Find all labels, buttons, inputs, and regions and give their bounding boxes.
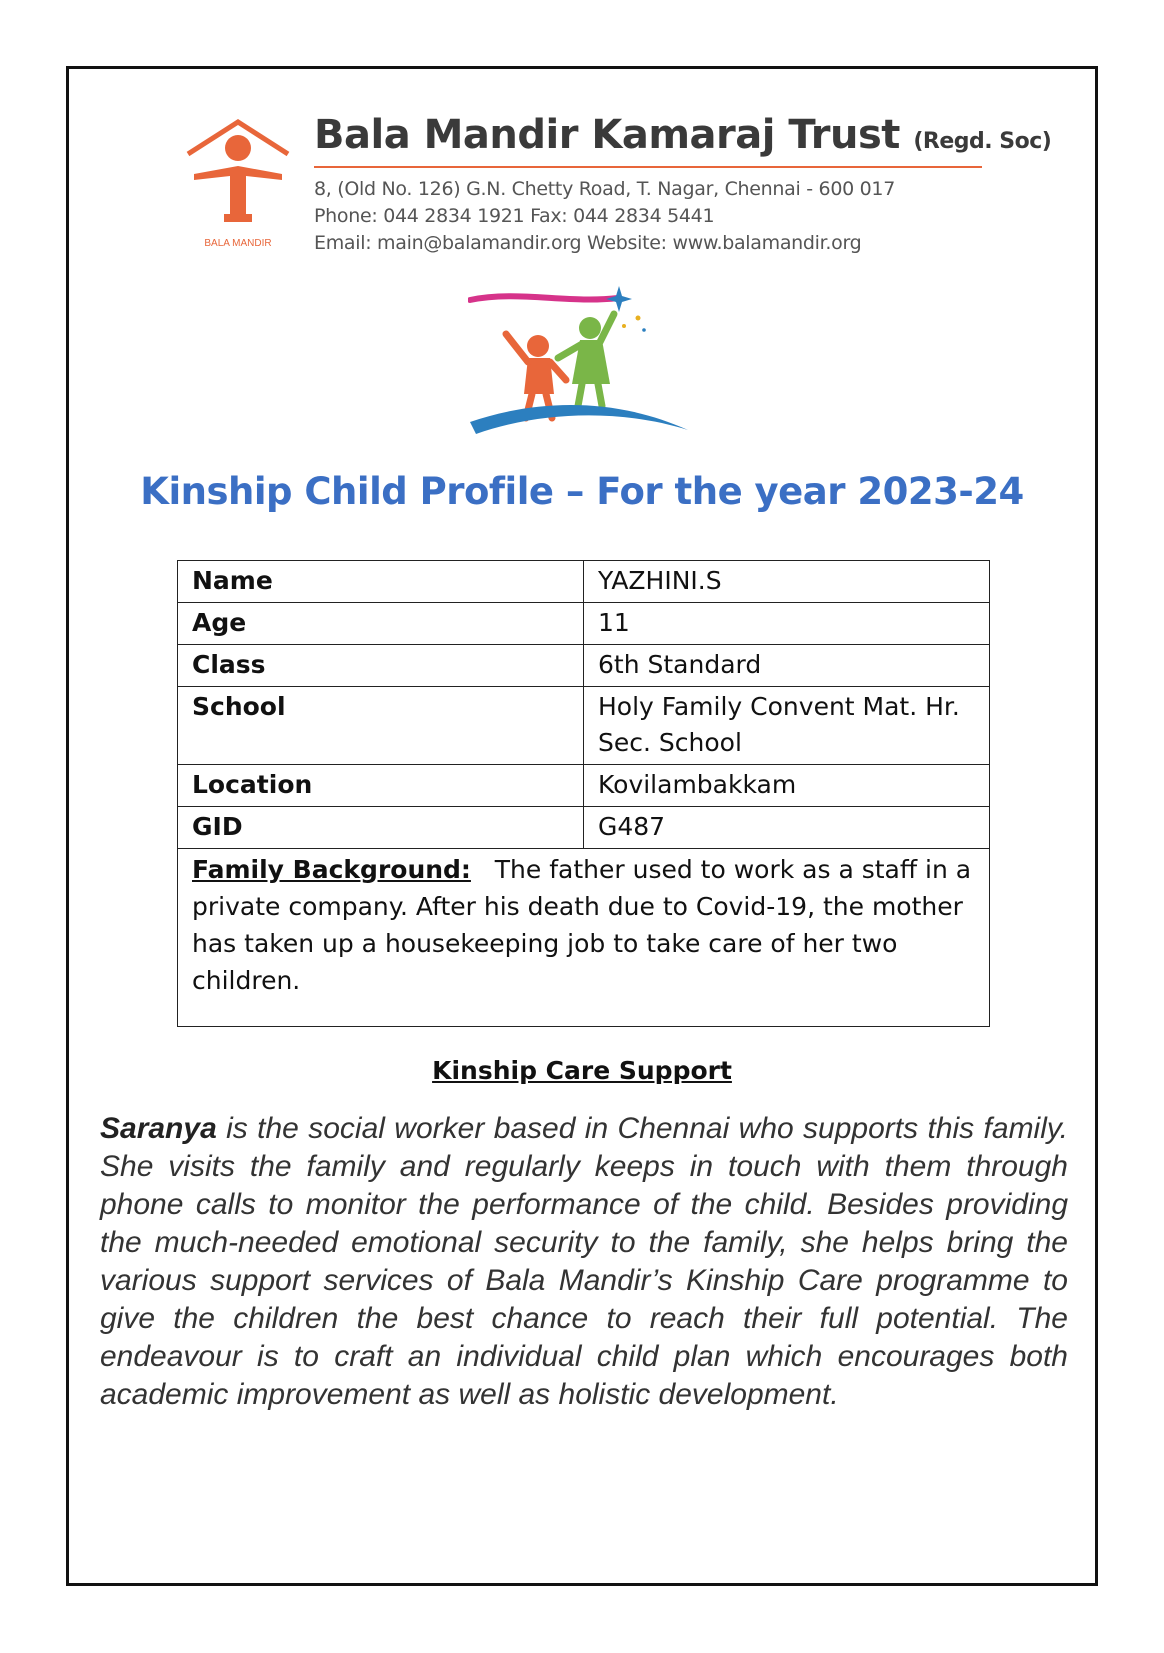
profile-table	[177, 560, 990, 1027]
family-background-text: The father used to work as a staff in a private company. After his death due to Covid-19, the mother has taken up a housekeeping job to take care of her two children.	[192, 855, 972, 995]
age-value: 11	[584, 603, 990, 645]
location-value: Kovilambakkam	[584, 765, 990, 807]
name-label: Name	[178, 561, 584, 603]
age-label: Age	[178, 603, 584, 645]
location-label: Location	[178, 765, 584, 807]
table-row	[178, 849, 990, 1027]
org-name-text: Bala Mandir Kamaraj Trust	[314, 112, 900, 158]
class-label: Class	[178, 645, 584, 687]
name-value: YAZHINI.S	[584, 561, 990, 603]
family-background-label: Family Background:	[192, 855, 471, 884]
school-value: Holy Family Convent Mat. Hr. Sec. School	[584, 687, 990, 765]
table-row	[178, 603, 990, 645]
org-address: 8, (Old No. 126) G.N. Chetty Road, T. Nagar, Chennai - 600 017	[314, 178, 895, 200]
table-row	[178, 687, 990, 765]
class-value: 6th Standard	[584, 645, 990, 687]
support-body: is the social worker based in Chennai who supports this family. She visits the family and regularly keeps in touch with them through phone calls to monitor the performance of the child. Besides providing the much-needed emotional security to the family, she helps bring the various support services of Bala Mandir’s Kinship Care programme to give the children the best chance to reach their full potential. The endeavour is to craft an individual child plan which encourages both academic improvement as well as holistic development.	[100, 1112, 1068, 1411]
support-heading: Kinship Care Support	[432, 1056, 732, 1085]
table-row	[178, 645, 990, 687]
org-phone-fax: Phone: 044 2834 1921 Fax: 044 2834 5441	[314, 205, 715, 227]
header-divider	[314, 166, 982, 168]
table-row	[178, 765, 990, 807]
gid-value: G487	[584, 807, 990, 849]
gid-label: GID	[178, 807, 584, 849]
logo-caption: BALA MANDIR	[204, 238, 272, 249]
school-label: School	[178, 687, 584, 765]
org-name	[314, 112, 1051, 158]
org-registration: (Regd. Soc)	[913, 129, 1052, 154]
social-worker-name: Saranya	[100, 1112, 217, 1145]
page-title: Kinship Child Profile – For the year 2023-24	[140, 470, 1024, 513]
kinship-kids-illustration	[468, 284, 694, 454]
org-email-website: Email: main@balamandir.org Website: www.balamandir.org	[314, 232, 862, 254]
support-paragraph	[100, 1110, 1068, 1414]
table-row	[178, 807, 990, 849]
table-row	[178, 561, 990, 603]
family-background-cell	[178, 849, 990, 1027]
bala-mandir-logo	[184, 118, 292, 252]
